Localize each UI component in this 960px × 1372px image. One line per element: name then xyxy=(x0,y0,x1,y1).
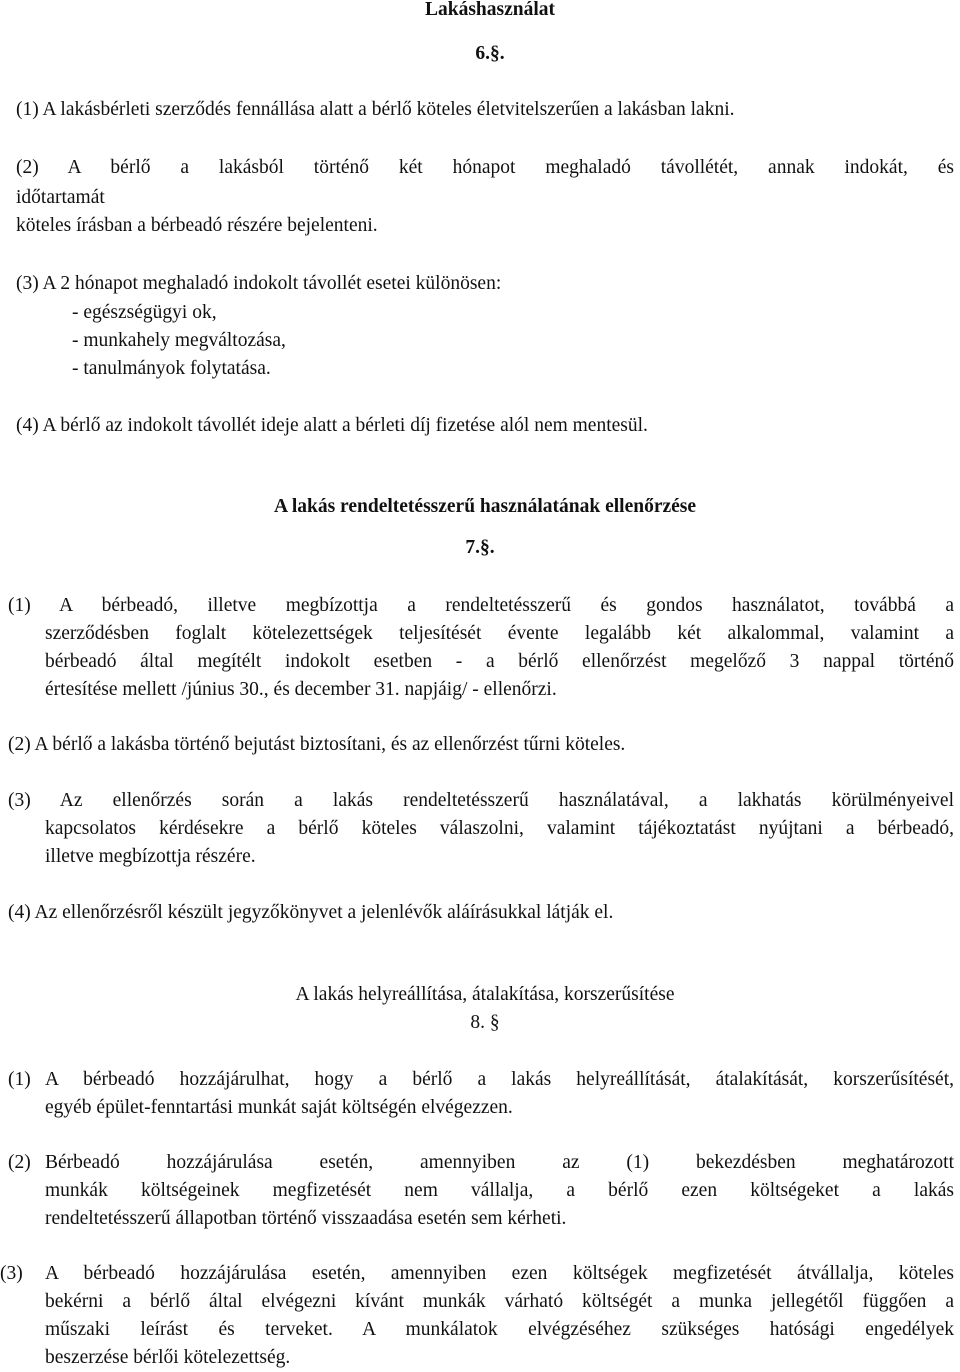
s8-paragraph-1-line: A bérbeadó hozzájárulhat, hogy a bérlő a lakás helyreállítását, átalakítását, korszerűsítését, xyxy=(45,1069,954,1090)
s6-paragraph-4: (4) A bérlő az indokolt távollét ideje alatt a bérleti díj fizetése alól nem mentesül. xyxy=(16,415,648,436)
s7-paragraph-1-line: értesítése mellett /június 30., és december 31. napjáig/ - ellenőrzi. xyxy=(45,679,557,700)
section-8-number: 8. § xyxy=(470,1012,500,1033)
s7-paragraph-3-line: illetve megbízottja részére. xyxy=(45,846,256,867)
section-7-number: 7.§. xyxy=(465,537,495,558)
s6-list-item: - egészségügyi ok, xyxy=(72,302,217,323)
section-7-heading: A lakás rendeltetésszerű használatának ellenőrzése xyxy=(273,496,697,517)
s8-paragraph-1-line: egyéb épület-fenntartási munkát saját költségén elvégezzen. xyxy=(45,1097,513,1118)
s6-paragraph-1: (1) A lakásbérleti szerződés fennállása alatt a bérlő köteles életvitelszerűen a lakásban lakni. xyxy=(16,99,735,120)
s8-paragraph-2-line: Bérbeadó hozzájárulása esetén, amennyiben az (1) bekezdésben meghatározott xyxy=(45,1152,954,1173)
s6-paragraph-2-line-1: (2) A bérlő a lakásból történő két hónapot meghaladó távollétét, annak indokát, és xyxy=(16,157,954,178)
s8-paragraph-3-line: A bérbeadó hozzájárulása esetén, amennyiben ezen költségek megfizetését átvállalja, köteles xyxy=(45,1263,954,1284)
s7-paragraph-3-line: (3) Az ellenőrzés során a lakás rendeltetésszerű használatával, a lakhatás körülményeivel xyxy=(8,790,954,811)
s6-list-item: - munkahely megváltozása, xyxy=(72,330,286,351)
s7-paragraph-4: (4) Az ellenőrzésről készült jegyzőkönyvet a jelenlévők aláírásukkal látják el. xyxy=(8,902,614,923)
s8-paragraph-3-line: bekérni a bérlő által elvégezni kívánt munkák várható költségét a munka jellegétől függően a xyxy=(45,1291,954,1312)
s8-paragraph-2-number: (2) xyxy=(8,1152,31,1173)
s6-paragraph-3-intro: (3) A 2 hónapot meghaladó indokolt távollét esetei különösen: xyxy=(16,273,502,294)
s7-paragraph-2: (2) A bérlő a lakásba történő bejutást biztosítani, és az ellenőrzést tűrni köteles. xyxy=(8,734,626,755)
s6-paragraph-2-line-3: köteles írásban a bérbeadó részére bejelenteni. xyxy=(16,215,378,236)
s6-list-item: - tanulmányok folytatása. xyxy=(72,358,271,379)
section-8-heading: A lakás helyreállítása, átalakítása, korszerűsítése xyxy=(295,984,675,1005)
s8-paragraph-3-number: (3) xyxy=(0,1263,23,1284)
s7-paragraph-3-line: kapcsolatos kérdésekre a bérlő köteles válaszolni, valamint tájékoztatást nyújtani a bérbeadó, xyxy=(45,818,954,839)
s7-paragraph-1-line: (1) A bérbeadó, illetve megbízottja a rendeltetésszerű és gondos használatot, továbbá a xyxy=(8,595,954,616)
section-6-number: 6.§. xyxy=(475,43,505,64)
s8-paragraph-2-line: rendeltetésszerű állapotban történő visszaadása esetén sem kérheti. xyxy=(45,1208,567,1229)
s6-paragraph-2-line-2: időtartamát xyxy=(16,187,105,208)
s8-paragraph-1-number: (1) xyxy=(8,1069,31,1090)
s7-paragraph-1-line: szerződésben foglalt kötelezettségek teljesítését évente legalább két alkalommal, valamint a xyxy=(45,623,954,644)
s8-paragraph-3-line: beszerzése bérlői kötelezettség. xyxy=(45,1347,291,1368)
section-6-heading: Lakáshasználat xyxy=(424,0,556,20)
s8-paragraph-2-line: munkák költségeinek megfizetését nem vállalja, a bérlő ezen költségeket a lakás xyxy=(45,1180,954,1201)
s8-paragraph-3-line: műszaki leírást és terveket. A munkálatok elvégzéséhez szükséges hatósági engedélyek xyxy=(45,1319,954,1340)
s7-paragraph-1-line: bérbeadó által megítélt indokolt esetben - a bérlő ellenőrzést megelőző 3 nappal történő xyxy=(45,651,954,672)
